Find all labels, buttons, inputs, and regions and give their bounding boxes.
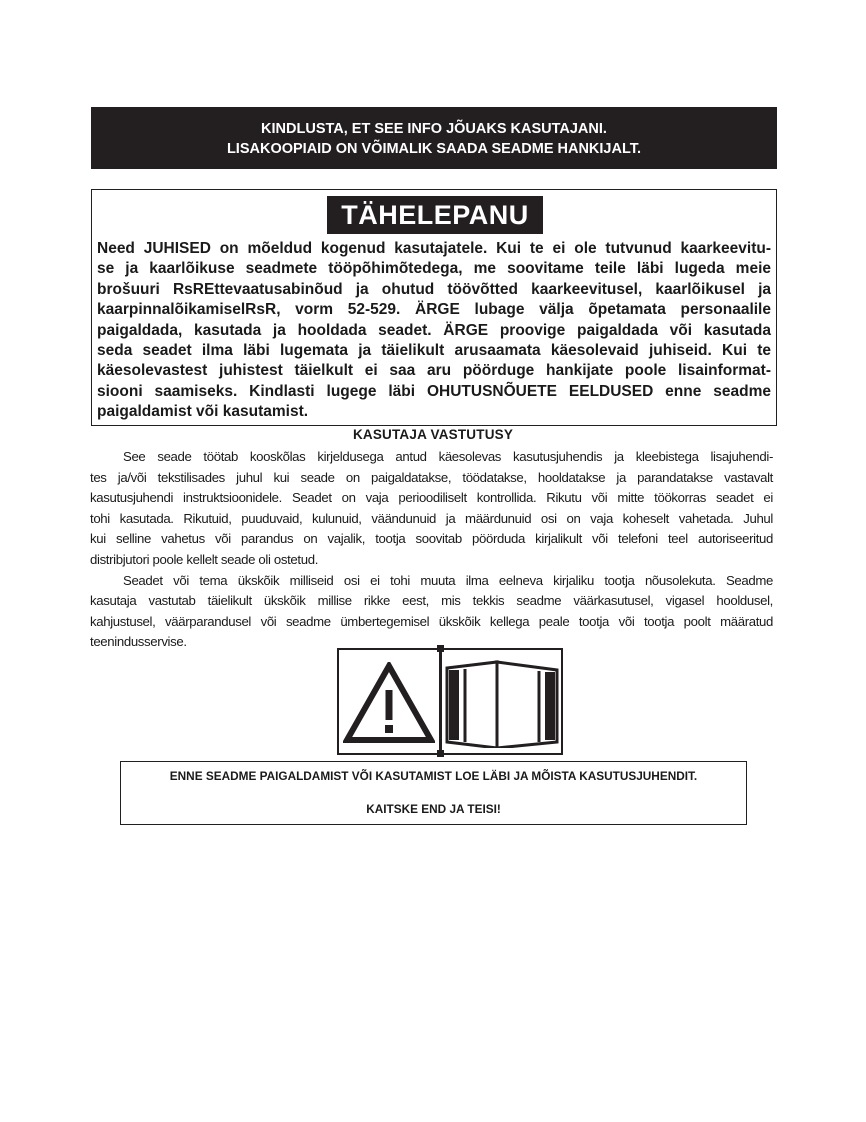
- responsibility-line: Seadet või tema ükskõik milliseid osi ei tohi muuta ilma eelneva kirjaliku tootja nõusolekuta. Seadme: [123, 572, 773, 588]
- responsibility-line: kahjustusel, väärparandusel või seadme ümbertegemisel ükskõik kellega peale tootja või tootja poolt määratud: [90, 613, 773, 629]
- notice-line: se ja kaarlõikuse seadmete tööpõhimõtedega, me soovitame teile läbi lugeda meie: [97, 260, 771, 278]
- responsibility-line: distribjutori poole kellelt seade oli ostetud.: [90, 551, 319, 567]
- footer-line-1: ENNE SEADME PAIGALDAMIST VÕI KASUTAMIST LOE LÄBI JA MÕISTA KASUTUSJUHENDIT.: [169, 769, 698, 783]
- warning-triangle-icon: [343, 662, 435, 744]
- responsibility-line: tes ja/või tekstilisades juhul kui seade on paigaldatakse, töödatakse, hooldatakse ja parandatakse vastavalt: [90, 469, 773, 485]
- notice-title: TÄHELEPANU: [327, 196, 543, 234]
- notice-line: siooni saamiseks. Kindlasti lugege läbi OHUTUSNÕUETE EELDUSED enne seadme: [97, 382, 771, 400]
- banner-line-2: LISAKOOPIAID ON VÕIMALIK SAADA SEADME HANKIJALT.: [226, 141, 642, 157]
- responsibility-line: tohi kasutada. Rikutuid, puuduvaid, kulunuid, väändunuid ja määrdunuid osi on vaja koheselt vahetada. Juhul: [90, 510, 773, 526]
- notice-text: [97, 239, 771, 423]
- footer-line-2: KAITSKE END JA TEISI!: [366, 802, 501, 816]
- notice-line: kaarpinnalõikamiselRsR, vorm 52-529. ÄRGE lubage välja õpetamata personaalile: [97, 301, 771, 319]
- responsibility-line: See seade töötab kooskõlas kirjeldusega antud käesolevas kasutusjuhendis ja kleebistega lisajuhendi-: [123, 449, 773, 464]
- banner-line-1: KINDLUSTA, ET SEE INFO JÕUAKS KASUTAJANI.: [261, 121, 607, 137]
- attention-notice-box: [91, 189, 777, 426]
- notice-line: brošuuri RsREttevaatusabinõud ja ohutud töövõtted kaarkeevitusel, kaarlõikusel ja: [97, 280, 771, 298]
- read-manual-symbol: [337, 648, 563, 755]
- open-manual-icon: [445, 658, 561, 748]
- notice-line: Need JUHISED on mõeldud kogenud kasutajatele. Kui te ei ole tutvunud kaarkeevitu-: [97, 240, 771, 257]
- symbol-divider: [439, 647, 442, 755]
- footer-notice: [120, 761, 747, 825]
- notice-line: seda seadet ilma läbi lugemata ja täielikult arusaamata käesolevaid juhiseid. Kui te: [97, 342, 771, 360]
- distribution-banner: [91, 107, 777, 169]
- responsibility-heading: KASUTAJA VASTUTUSY: [352, 427, 514, 442]
- responsibility-line: kasutaja vastutab täielikult ükskõik millise rikke eest, mis tekkis seadme väärkasutusel, vigasel hooldusel,: [90, 593, 773, 609]
- responsibility-line: kasutusjuhendi instruktsioonidele. Seadet on vaja perioodiliselt kontrollida. Rikutu või mitte töökorras seadet ei: [90, 490, 773, 506]
- notice-line: paigaldamist või kasutamist.: [97, 403, 309, 421]
- responsibility-line: teenindusservise.: [90, 634, 187, 650]
- notice-line: käesolevastest juhistest täielkult ei saa aru pöörduge hankijate poole lisainformat-: [97, 362, 771, 380]
- responsibility-line: kui selline vahetus või parandus on vajalik, tootja soovitab pöörduda kirjalikult või telefoni teel autoriseeritud: [90, 531, 773, 547]
- notice-line: paigaldada, kasutada ja hooldada seadet. ÄRGE proovige paigaldada või kasutada: [97, 321, 771, 339]
- responsibility-text: [90, 447, 773, 653]
